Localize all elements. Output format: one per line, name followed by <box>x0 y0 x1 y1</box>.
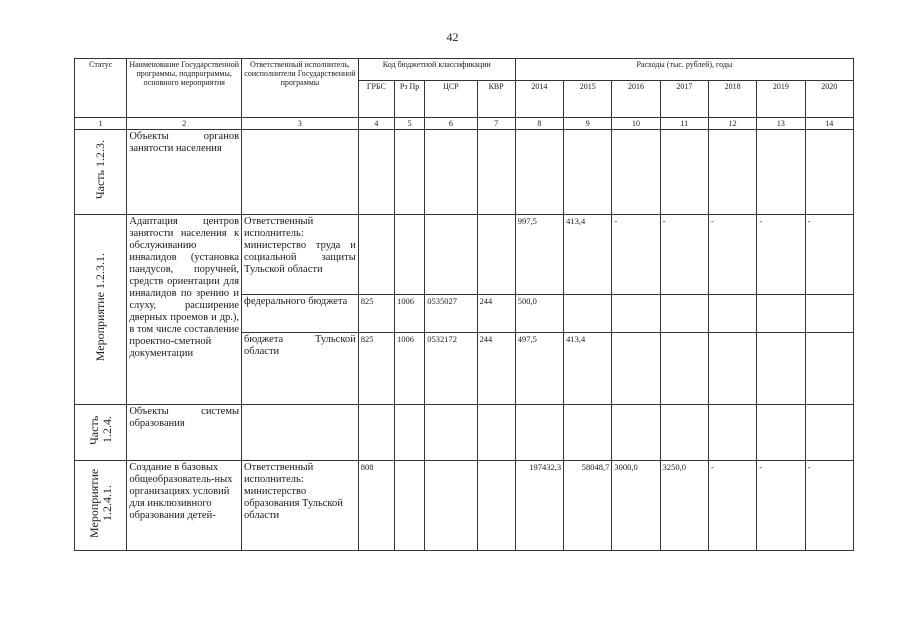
value-cell <box>564 295 612 333</box>
value-cell: 413,4 <box>564 215 612 295</box>
page-number: 42 <box>446 30 459 44</box>
header-grbs: ГРБС <box>358 81 394 118</box>
value-cell: 1006 <box>395 333 425 405</box>
value-cell: - <box>805 215 853 295</box>
status-cell <box>75 130 127 215</box>
col-num: 13 <box>757 118 805 130</box>
status-label: Мероприятие 1.2.4.1. <box>86 468 114 538</box>
value-cell: 500,0 <box>515 295 563 333</box>
name-cell: Адаптация центров занятости населения к обслуживанию инвалидов (установка пандусов, поручней, средств ориентации для инвалидов по зрению и слуху, расширение дверных проемов и др.), в том числе составление проектно-сметной документации <box>127 215 242 405</box>
value-cell <box>708 333 756 405</box>
value-cell <box>395 461 425 551</box>
responsible-cell: Ответственный исполнитель: министерство труда и социальной защиты Тульской области <box>242 215 359 295</box>
header-csr: ЦСР <box>425 81 477 118</box>
value-cell: 0532172 <box>425 333 477 405</box>
value-cell <box>805 333 853 405</box>
value-cell: - <box>708 215 756 295</box>
value-cell <box>477 461 515 551</box>
value-cell: 825 <box>358 295 394 333</box>
value-cell <box>757 295 805 333</box>
value-cell: 58048,7 <box>564 461 612 551</box>
header-kvr: КВР <box>477 81 515 118</box>
value-cell: - <box>757 215 805 295</box>
budget-table <box>74 58 854 551</box>
status-cell <box>75 215 127 405</box>
col-num: 14 <box>805 118 853 130</box>
header-year-2014: 2014 <box>515 81 563 118</box>
header-year-2017: 2017 <box>660 81 708 118</box>
value-cell: 197432,3 <box>515 461 563 551</box>
value-cell: - <box>757 461 805 551</box>
value-cell <box>757 333 805 405</box>
value-cell: 413,4 <box>564 333 612 405</box>
value-cell: 825 <box>358 333 394 405</box>
table-row <box>75 130 854 215</box>
col-num: 5 <box>395 118 425 130</box>
col-num: 2 <box>127 118 242 130</box>
responsible-cell: федерального бюджета <box>242 295 359 333</box>
value-cell <box>425 461 477 551</box>
header-year-2015: 2015 <box>564 81 612 118</box>
value-cell <box>612 295 660 333</box>
name-cell: Объекты органов занятости населения <box>127 130 242 215</box>
header-bcc: Код бюджетной классификации <box>358 59 515 81</box>
header-name: Наименование Государственной программы, подпрограммы, основного мероприятия <box>127 59 242 118</box>
col-num: 9 <box>564 118 612 130</box>
col-num: 11 <box>660 118 708 130</box>
value-cell: 3250,0 <box>660 461 708 551</box>
name-cell: Объекты системы образования <box>127 405 242 461</box>
status-cell <box>75 461 127 551</box>
table-row <box>75 405 854 461</box>
value-cell: 497,5 <box>515 333 563 405</box>
col-num: 6 <box>425 118 477 130</box>
value-cell: 808 <box>358 461 394 551</box>
responsible-cell: Ответственный исполнитель: министерство образования Тульской области <box>242 461 359 551</box>
col-num: 1 <box>75 118 127 130</box>
header-status: Статус <box>75 59 127 118</box>
value-cell: 997,5 <box>515 215 563 295</box>
value-cell: - <box>612 215 660 295</box>
header-year-2016: 2016 <box>612 81 660 118</box>
status-label: Часть 1.2.3. <box>93 139 108 200</box>
status-label: Мероприятие 1.2.3.1. <box>93 252 108 362</box>
header-year-2020: 2020 <box>805 81 853 118</box>
col-num: 3 <box>242 118 359 130</box>
header-rzpr: Рз Пр <box>395 81 425 118</box>
header-expenses: Расходы (тыс. рублей), годы <box>515 59 853 81</box>
table-row <box>75 461 854 551</box>
value-cell <box>660 333 708 405</box>
value-cell <box>395 215 425 295</box>
value-cell <box>425 215 477 295</box>
value-cell: 244 <box>477 333 515 405</box>
responsible-cell: бюджета Тульской области <box>242 333 359 405</box>
header-responsible: Ответственный исполнитель, соисполнители Государственной программы <box>242 59 359 118</box>
value-cell <box>660 295 708 333</box>
value-cell <box>358 215 394 295</box>
column-number-row <box>75 118 854 130</box>
value-cell: 3000,0 <box>612 461 660 551</box>
col-num: 12 <box>708 118 756 130</box>
col-num: 8 <box>515 118 563 130</box>
value-cell: 0535027 <box>425 295 477 333</box>
value-cell <box>805 295 853 333</box>
value-cell: 244 <box>477 295 515 333</box>
value-cell <box>477 215 515 295</box>
value-cell: - <box>660 215 708 295</box>
status-cell <box>75 405 127 461</box>
value-cell: - <box>708 461 756 551</box>
col-num: 10 <box>612 118 660 130</box>
header-row-1 <box>75 59 854 81</box>
value-cell <box>708 295 756 333</box>
col-num: 7 <box>477 118 515 130</box>
header-year-2018: 2018 <box>708 81 756 118</box>
col-num: 4 <box>358 118 394 130</box>
value-cell <box>612 333 660 405</box>
header-year-2019: 2019 <box>757 81 805 118</box>
value-cell: - <box>805 461 853 551</box>
value-cell: 1006 <box>395 295 425 333</box>
status-label: Часть 1.2.4. <box>86 415 114 445</box>
table-row <box>75 215 854 295</box>
name-cell: Создание в базовых общеобразователь-ных организациях условий для инклюзивного образования детей- <box>127 461 242 551</box>
